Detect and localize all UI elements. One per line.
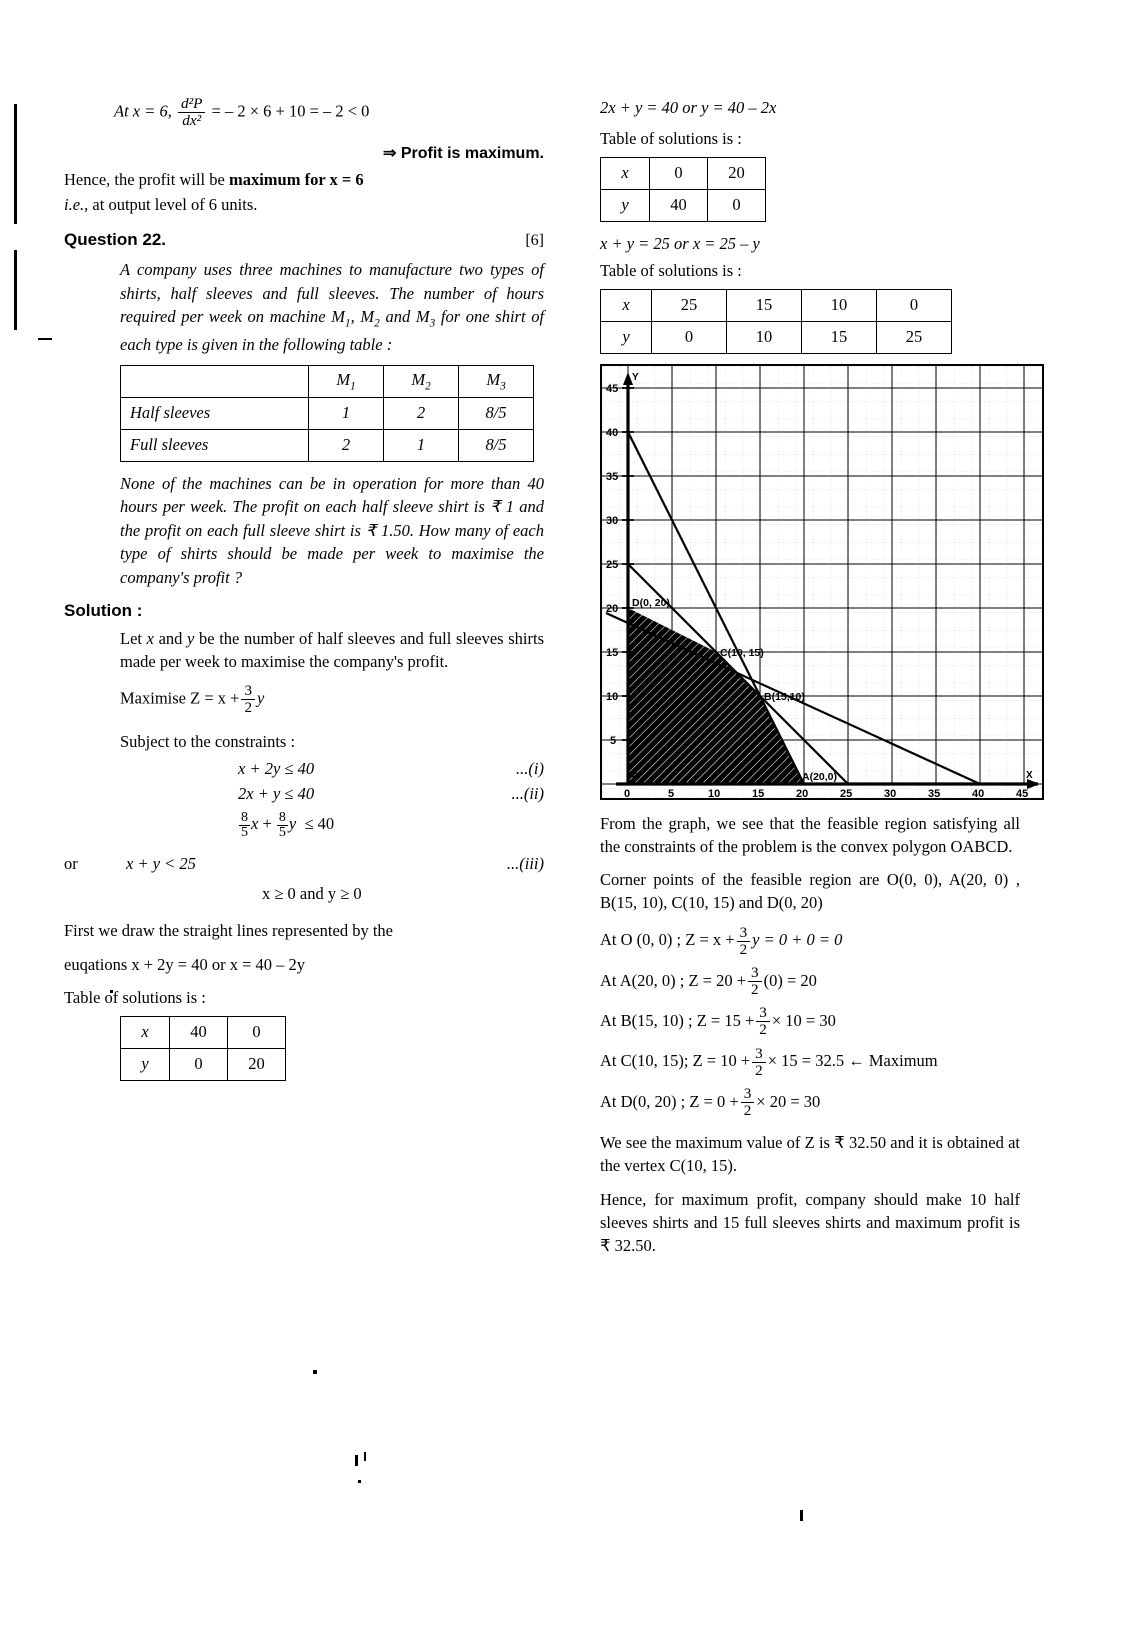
machine-table-corner	[121, 365, 309, 397]
table-row	[121, 365, 534, 397]
solutions-cell: 15	[727, 289, 802, 321]
solutions-table-1	[120, 1016, 286, 1081]
solutions-cell: 0	[652, 321, 727, 353]
solutions-cell: 40	[170, 1016, 228, 1048]
svg-text:40: 40	[972, 787, 985, 798]
question-label: Question 22.	[64, 230, 167, 250]
constraint-frac-num: 8	[241, 809, 249, 825]
table-row	[601, 157, 766, 189]
solutions-cell: 0	[228, 1016, 286, 1048]
equation-line-1: 2x + y = 40 or y = 40 – 2x	[600, 98, 777, 117]
point-label-A: A(20,0)	[802, 770, 838, 783]
svg-text:45: 45	[1016, 787, 1029, 798]
machine-table-header-m2: $M_2$	[384, 365, 459, 397]
objective-fraction-numerator: 3	[241, 683, 255, 700]
left-column	[64, 96, 544, 1091]
svg-text:40: 40	[606, 426, 619, 439]
derivative-fraction-numerator: d²P	[178, 96, 205, 113]
scan-artifact	[14, 104, 17, 224]
constraints-block	[64, 757, 544, 907]
graph-svg	[602, 366, 1042, 798]
table-row	[121, 397, 534, 429]
svg-text:45: 45	[606, 382, 619, 395]
svg-text:20: 20	[606, 602, 619, 615]
evaluation-fraction	[752, 1046, 766, 1079]
evaluation-row	[600, 1086, 1020, 1119]
evaluation-row	[600, 1045, 1020, 1078]
table-row	[601, 321, 952, 353]
evaluation-frac-den: 2	[755, 1061, 763, 1079]
point-label-C: C(10, 15)	[720, 646, 764, 659]
evaluation-suffix: × 15 = 32.5	[767, 1051, 845, 1071]
solutions-cell: 0	[650, 157, 708, 189]
evaluation-frac-num: 3	[756, 1005, 770, 1022]
scan-artifact	[355, 1455, 358, 1466]
table-label-1: Table of solutions is :	[600, 129, 742, 149]
evaluation-fraction	[737, 925, 751, 958]
point-label-D: D(0, 20)	[632, 596, 670, 609]
evaluation-fraction	[748, 965, 762, 998]
constraint-body: x + y < 25	[126, 853, 196, 873]
corner-points-text: Corner points of the feasible region are O(0, 0), A(20, 0) , B(15, 10), C(10, 15) and D(0, 20)	[600, 869, 1020, 912]
solutions-cell: 10	[727, 321, 802, 353]
evaluation-row	[600, 965, 1020, 998]
point-label-B: B(15,10)	[764, 690, 805, 703]
constraint-row	[120, 882, 544, 907]
evaluation-prefix: At B(15, 10) ; Z = 15 +	[600, 1010, 755, 1030]
table-row	[601, 189, 766, 221]
solutions-cell: 40	[650, 189, 708, 221]
constraint-tag: ...(i)	[516, 759, 544, 779]
solutions-cell: 25	[877, 321, 952, 353]
machine-table-header-m1: $M_1$	[309, 365, 384, 397]
objective-fraction	[241, 683, 255, 716]
solutions-table-3	[600, 289, 952, 354]
constraint-frac-den: 5	[241, 824, 249, 840]
svg-text:25: 25	[840, 787, 853, 798]
machine-row-label: Full sleeves	[121, 429, 309, 461]
evaluation-frac-den: 2	[739, 940, 748, 958]
question-header	[64, 230, 544, 250]
constraint-tag: ...(ii)	[511, 783, 544, 803]
constraint-tag: ...(iii)	[506, 853, 544, 873]
svg-text:25: 25	[606, 558, 619, 571]
evaluation-frac-den: 2	[759, 1021, 767, 1039]
table-row	[121, 1048, 286, 1080]
solutions-cell: 0	[708, 189, 766, 221]
solutions-key: x	[601, 157, 650, 189]
conclusion-text: Hence, for maximum profit, company should make 10 half sleeves shirts and 15 full sleeves shirts and maximum profit is ₹ 32.50.	[600, 1189, 1020, 1256]
derivative-fraction-denominator: dx²	[182, 111, 202, 129]
evaluation-prefix: At D(0, 20) ; Z = 0 +	[600, 1091, 739, 1111]
svg-text:15: 15	[752, 787, 765, 798]
table-row	[121, 1016, 286, 1048]
evaluation-note: ← Maximum	[848, 1051, 938, 1071]
objective-suffix: y	[257, 688, 265, 708]
solutions-key: y	[121, 1048, 170, 1080]
svg-text:20: 20	[796, 787, 809, 798]
svg-text:30: 30	[606, 514, 619, 527]
svg-text:0: 0	[624, 787, 631, 798]
svg-text:35: 35	[606, 470, 619, 483]
draw-lines-text: First we draw the straight lines represented by the	[64, 921, 393, 941]
solutions-cell: 20	[708, 157, 766, 189]
machine-table-header-m3: $M_3$	[459, 365, 534, 397]
solutions-key: y	[601, 321, 652, 353]
derivative-prefix: At x = 6,	[114, 101, 172, 121]
constraint-row-fraction: $\frac{8}{5}$ x + $\frac{8}{5}$ y ≤ 40	[241, 809, 335, 840]
hence-bold-text: maximum for x = 6	[228, 169, 364, 189]
x-axis-label: X	[1026, 769, 1033, 781]
constraint-frac-den: 5	[278, 824, 286, 840]
evaluation-frac-den: 2	[751, 981, 759, 998]
question-text: A company uses three machines to manufacture two types of shirts, half sleeves and full sleeves. The number of hours required per week on machine $M_1$, $M_2$ and $M_3$ for one shirt of each type is given in the following table :	[120, 260, 545, 354]
evaluation-suffix: × 10 = 30	[771, 1010, 836, 1030]
svg-text:15: 15	[606, 646, 619, 659]
svg-text:5: 5	[668, 787, 675, 798]
subject-to-label: Subject to the constraints :	[120, 731, 296, 751]
solutions-cell: 10	[802, 289, 877, 321]
machine-row-label: Half sleeves	[121, 397, 309, 429]
svg-text:5: 5	[610, 734, 617, 747]
y-axis-tick-labels	[606, 383, 618, 747]
solutions-cell: 0	[877, 289, 952, 321]
derivative-equation	[114, 96, 544, 129]
question-text-2: None of the machines can be in operation for more than 40 hours per week. The profit on each half sleeve shirt is ₹ 1 and the profit on each full sleeve shirt is ₹ 1.50. How many of each type of shirts should be made per week to maximise the company's profit ?	[120, 473, 544, 587]
question-marks: [6]	[525, 232, 544, 250]
table-row	[121, 429, 534, 461]
table-label-2: Table of solutions is :	[600, 261, 742, 281]
solutions-key: y	[601, 189, 650, 221]
machine-cell: 1	[384, 429, 459, 461]
max-value-text: We see the maximum value of Z is ₹ 32.50 and it is obtained at the vertex C(10, 15).	[600, 1132, 1020, 1176]
profit-conclusion: ⇒ Profit is maximum.	[383, 144, 544, 162]
objective-fraction-denominator: 2	[244, 698, 253, 716]
machine-cell: 1	[309, 397, 384, 429]
constraint-frac-num: 8	[278, 809, 286, 825]
right-column	[600, 96, 1033, 1267]
evaluation-prefix: At C(10, 15); Z = 10 +	[600, 1051, 751, 1071]
point-label-O: O	[632, 770, 641, 783]
evaluation-fraction	[741, 1086, 755, 1119]
svg-text:35: 35	[928, 787, 941, 798]
equation-line-2: x + y = 25 or x = 25 – y	[600, 233, 760, 253]
from-graph-text: From the graph, we see that the feasible region satisfying all the constraints of the problem is the convex polygon OABCD.	[600, 813, 1020, 857]
evaluation-suffix: × 20 = 30	[756, 1091, 821, 1111]
scan-artifact	[313, 1370, 317, 1374]
evaluation-suffix: (0) = 20	[763, 970, 817, 990]
constraint-body: x + 2y ≤ 40	[238, 759, 315, 779]
equations-text: euqations x + 2y = 40 or x = 40 – 2y	[64, 954, 306, 974]
table-row	[601, 289, 952, 321]
evaluation-frac-num: 3	[748, 965, 762, 982]
objective-function	[120, 683, 544, 716]
evaluation-suffix: y = 0 + 0 = 0	[752, 930, 843, 950]
solutions-cell: 25	[652, 289, 727, 321]
evaluation-frac-num: 3	[737, 925, 751, 942]
y-axis-label: Y	[632, 371, 639, 383]
solutions-cell: 20	[228, 1048, 286, 1080]
evaluation-frac-num: 3	[741, 1086, 755, 1103]
evaluation-frac-num: 3	[752, 1046, 766, 1063]
machine-hours-table	[120, 365, 534, 462]
constraint-body: x ≥ 0 and y ≥ 0	[262, 884, 362, 904]
lpp-graph	[600, 364, 1044, 800]
objective-prefix: Maximise Z = x +	[120, 688, 240, 708]
machine-cell: 8/5	[459, 429, 534, 461]
solution-paragraph-1: Let x and y be the number of half sleeves and full sleeves shirts made per week to maximise the company's profit.	[120, 629, 544, 672]
constraint-fraction-2	[277, 811, 288, 840]
evaluation-row	[600, 924, 1020, 957]
derivative-rest: = – 2 × 6 + 10 = – 2 < 0	[211, 101, 370, 121]
constraint-body: 2x + y ≤ 40	[238, 783, 315, 803]
solutions-cell: 15	[802, 321, 877, 353]
evaluation-row	[600, 1005, 1020, 1038]
table-of-solutions-label-1: Table of solutions is :	[64, 988, 206, 1008]
constraint-or-label: or	[64, 853, 78, 873]
scan-artifact	[14, 250, 17, 330]
scan-artifact	[38, 338, 52, 340]
solution-label: Solution :	[64, 601, 143, 621]
machine-cell: 2	[309, 429, 384, 461]
solutions-key: x	[601, 289, 652, 321]
svg-text:30: 30	[884, 787, 897, 798]
constraint-row	[120, 757, 544, 782]
hence-paragraph	[64, 168, 544, 191]
evaluation-fraction	[756, 1005, 770, 1038]
evaluation-frac-den: 2	[743, 1101, 752, 1119]
constraint-fraction-1	[239, 811, 250, 840]
hence-text-1: Hence, the profit will be	[64, 169, 229, 189]
scan-artifact	[358, 1480, 361, 1483]
solutions-key: x	[121, 1016, 170, 1048]
scan-artifact	[364, 1452, 366, 1461]
derivative-fraction	[178, 96, 205, 129]
constraint-row	[64, 852, 544, 877]
machine-cell: 8/5	[459, 397, 534, 429]
solutions-cell: 0	[170, 1048, 228, 1080]
scan-artifact	[800, 1510, 803, 1521]
constraint-row	[120, 782, 544, 807]
hence-paragraph-2: i.e., at output level of 6 units.	[64, 195, 258, 215]
evaluation-prefix: At O (0, 0) ; Z = x +	[600, 930, 735, 950]
svg-text:10: 10	[708, 787, 721, 798]
evaluation-prefix: At A(20, 0) ; Z = 20 +	[600, 970, 747, 990]
solutions-table-2	[600, 157, 766, 222]
svg-text:10: 10	[606, 690, 619, 703]
machine-cell: 2	[384, 397, 459, 429]
